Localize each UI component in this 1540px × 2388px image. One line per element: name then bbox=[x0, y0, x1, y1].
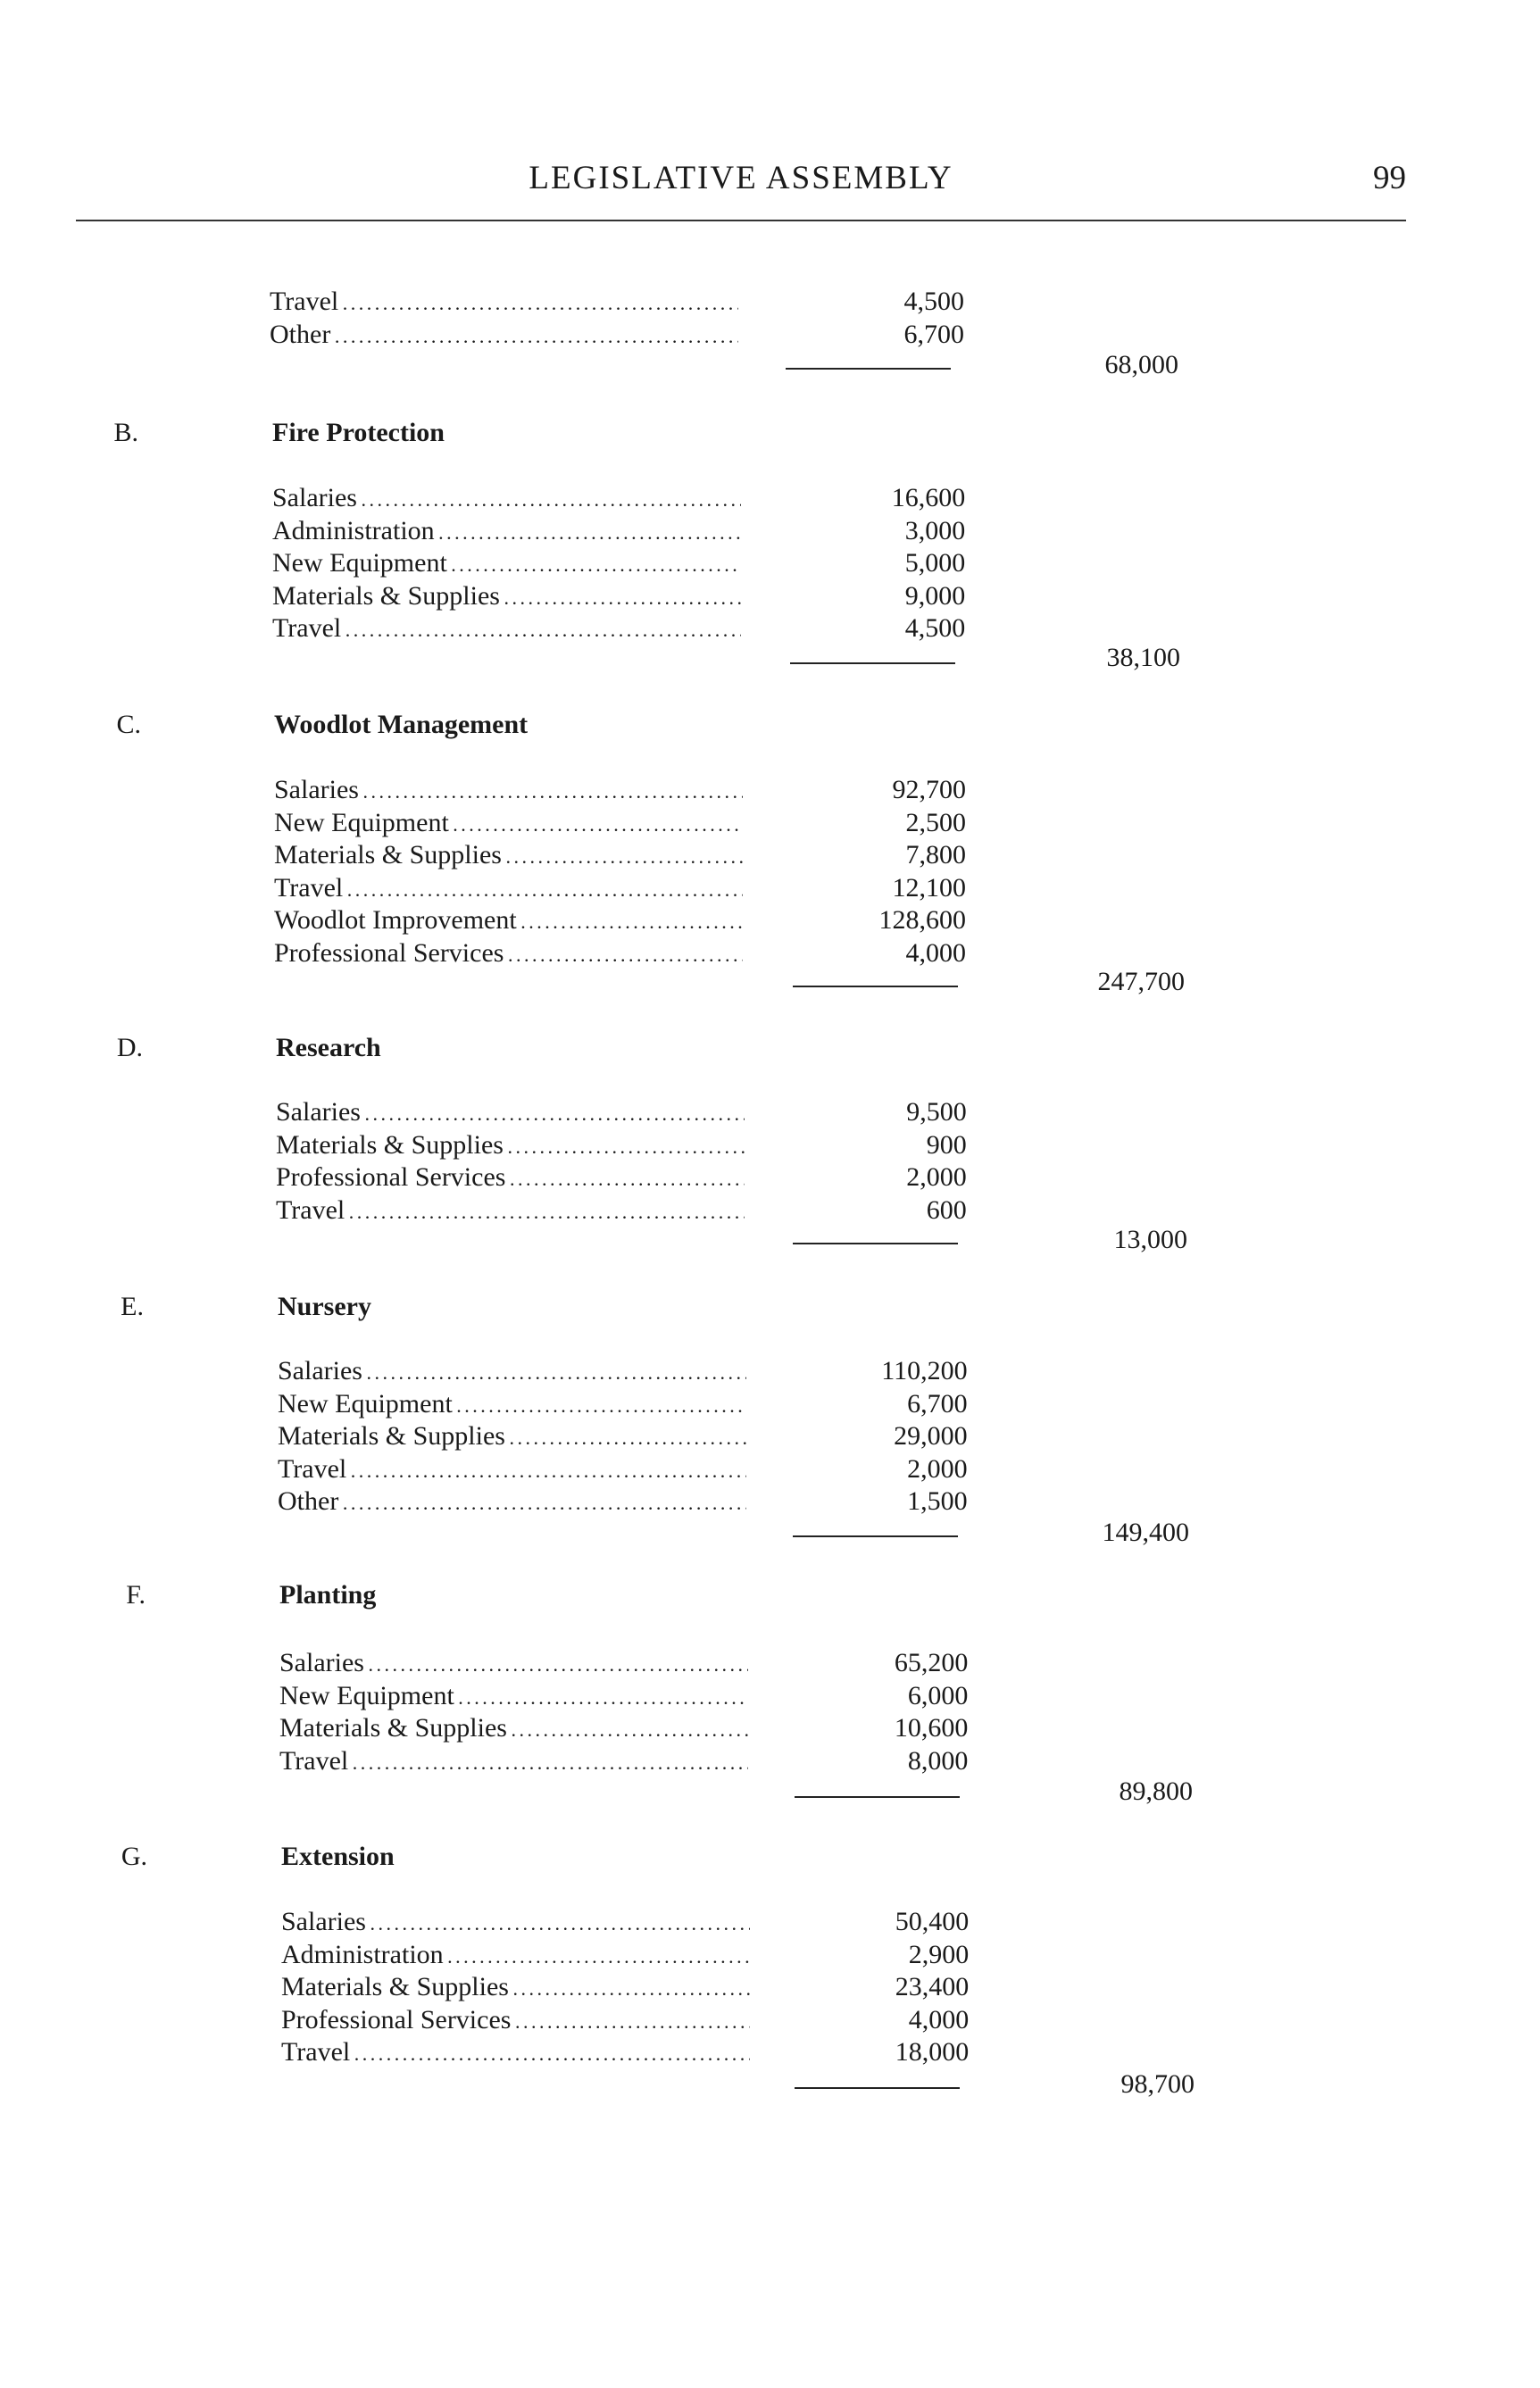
subtotal-rule bbox=[786, 368, 951, 370]
section-title: Nursery bbox=[278, 1292, 371, 1321]
line-item bbox=[274, 774, 966, 806]
line-item bbox=[272, 547, 966, 579]
section-total: 98,700 bbox=[1120, 2069, 1195, 2099]
section-letter: B. bbox=[113, 418, 138, 447]
item-amount: 5,000 bbox=[904, 548, 966, 578]
line-item bbox=[279, 1712, 969, 1744]
line-item bbox=[281, 1906, 970, 1938]
section-total: 149,400 bbox=[1102, 1518, 1189, 1547]
item-amount: 6,700 bbox=[903, 319, 964, 349]
section-heading bbox=[76, 418, 612, 453]
line-item bbox=[276, 1096, 967, 1128]
running-title: LEGISLATIVE ASSEMBLY bbox=[529, 160, 953, 196]
line-item bbox=[274, 839, 966, 871]
line-item bbox=[272, 482, 966, 514]
item-label: Woodlot Improvement . . . bbox=[274, 904, 743, 938]
line-item bbox=[274, 937, 966, 969]
item-label: Salaries . . . bbox=[274, 774, 743, 808]
line-item bbox=[276, 1129, 967, 1161]
item-label: New Equipment . . . bbox=[272, 547, 741, 581]
line-item bbox=[274, 904, 966, 936]
item-amount: 128,600 bbox=[878, 905, 966, 935]
line-item bbox=[278, 1388, 968, 1420]
item-amount: 29,000 bbox=[894, 1421, 968, 1451]
item-label: Other . . . bbox=[278, 1485, 746, 1519]
item-label: Travel . . . bbox=[276, 1194, 745, 1228]
item-amount: 6,700 bbox=[907, 1388, 968, 1419]
section-total: 38,100 bbox=[1106, 643, 1180, 672]
item-amount: 7,800 bbox=[905, 840, 966, 869]
line-item bbox=[274, 807, 966, 839]
line-item bbox=[270, 286, 964, 318]
item-label: Salaries . . . bbox=[281, 1906, 750, 1940]
header-rule bbox=[76, 220, 1406, 221]
subtotal-rule bbox=[793, 1243, 958, 1244]
item-amount: 16,600 bbox=[891, 483, 966, 512]
item-amount: 600 bbox=[926, 1194, 967, 1225]
section-title: Fire Protection bbox=[272, 418, 445, 447]
item-label: Travel . . . bbox=[270, 286, 738, 320]
item-amount: 10,600 bbox=[894, 1713, 969, 1743]
line-item bbox=[278, 1355, 968, 1387]
line-item bbox=[272, 580, 966, 612]
section-heading bbox=[79, 710, 614, 745]
section-title: Extension bbox=[281, 1842, 395, 1871]
line-item bbox=[278, 1453, 968, 1485]
section-total: 247,700 bbox=[1097, 967, 1185, 996]
section-letter: E. bbox=[121, 1292, 144, 1321]
item-label: New Equipment . . . bbox=[279, 1680, 748, 1714]
item-amount: 4,000 bbox=[908, 2004, 970, 2034]
section-letter: G. bbox=[121, 1842, 147, 1871]
item-amount: 65,200 bbox=[894, 1648, 969, 1677]
line-item bbox=[281, 1939, 970, 1971]
line-item bbox=[278, 1485, 968, 1518]
item-label: Administration . . . bbox=[281, 1939, 750, 1973]
subtotal-rule bbox=[790, 662, 955, 664]
subtotal-rule bbox=[795, 2087, 960, 2089]
line-item bbox=[279, 1647, 969, 1679]
line-item bbox=[279, 1745, 969, 1777]
line-item bbox=[270, 319, 964, 351]
item-amount: 50,400 bbox=[895, 1907, 970, 1936]
section-title: Research bbox=[276, 1033, 381, 1062]
line-item bbox=[272, 612, 966, 645]
item-label: Salaries . . . bbox=[272, 482, 741, 516]
section-heading bbox=[81, 1292, 617, 1327]
section-heading bbox=[80, 1033, 616, 1069]
item-label: Materials & Supplies . . . bbox=[274, 839, 743, 873]
line-item bbox=[278, 1420, 968, 1452]
item-label: Other . . . bbox=[270, 319, 738, 353]
item-label: Travel . . . bbox=[281, 2036, 750, 2070]
line-item bbox=[274, 872, 966, 904]
item-amount: 2,000 bbox=[906, 1162, 967, 1192]
section-letter: C. bbox=[116, 710, 141, 739]
section-total: 68,000 bbox=[1104, 350, 1178, 379]
item-amount: 900 bbox=[926, 1129, 967, 1160]
page-number: 99 bbox=[1373, 160, 1406, 196]
line-item bbox=[281, 1971, 970, 2003]
item-amount: 4,000 bbox=[905, 937, 966, 968]
item-label: Materials & Supplies . . . bbox=[272, 580, 741, 614]
line-item bbox=[276, 1194, 967, 1227]
item-label: Professional Services . . . bbox=[276, 1161, 745, 1195]
section-heading bbox=[85, 1842, 620, 1877]
item-label: Administration . . . bbox=[272, 515, 741, 549]
item-label: Materials & Supplies . . . bbox=[279, 1712, 748, 1746]
item-label: Travel . . . bbox=[279, 1745, 748, 1779]
item-amount: 2,500 bbox=[905, 807, 966, 837]
section-heading bbox=[83, 1580, 619, 1616]
item-amount: 2,000 bbox=[907, 1453, 968, 1484]
item-label: Travel . . . bbox=[274, 872, 743, 906]
item-label: Materials & Supplies . . . bbox=[278, 1420, 746, 1454]
item-amount: 9,000 bbox=[904, 580, 966, 611]
item-amount: 9,500 bbox=[906, 1097, 967, 1127]
line-item bbox=[276, 1161, 967, 1194]
section-total: 89,800 bbox=[1119, 1776, 1193, 1806]
page-header bbox=[76, 159, 1406, 221]
item-amount: 12,100 bbox=[892, 872, 966, 903]
item-amount: 4,500 bbox=[903, 287, 964, 316]
item-label: Salaries . . . bbox=[276, 1096, 745, 1130]
item-label: Professional Services . . . bbox=[274, 937, 743, 971]
item-amount: 8,000 bbox=[907, 1745, 969, 1776]
item-amount: 23,400 bbox=[895, 1972, 970, 2001]
line-item bbox=[272, 515, 966, 547]
item-label: New Equipment . . . bbox=[274, 807, 743, 841]
section-letter: F. bbox=[126, 1580, 146, 1610]
section-title: Woodlot Management bbox=[274, 710, 529, 739]
item-amount: 6,000 bbox=[907, 1680, 969, 1710]
section-letter: D. bbox=[116, 1033, 143, 1062]
item-amount: 2,900 bbox=[908, 1939, 970, 1969]
item-label: Salaries . . . bbox=[279, 1647, 748, 1681]
item-amount: 110,200 bbox=[881, 1356, 968, 1385]
line-item bbox=[281, 2004, 970, 2036]
subtotal-rule bbox=[793, 986, 958, 987]
item-amount: 3,000 bbox=[904, 515, 966, 545]
section-title: Planting bbox=[279, 1580, 377, 1610]
item-label: Salaries . . . bbox=[278, 1355, 746, 1389]
subtotal-rule bbox=[795, 1796, 960, 1798]
section-total: 13,000 bbox=[1113, 1225, 1187, 1254]
line-item bbox=[281, 2036, 970, 2068]
item-label: Materials & Supplies . . . bbox=[281, 1971, 750, 2005]
item-amount: 1,500 bbox=[907, 1486, 968, 1516]
item-label: Materials & Supplies . . . bbox=[276, 1129, 745, 1163]
item-label: Professional Services . . . bbox=[281, 2004, 750, 2038]
item-label: Travel . . . bbox=[272, 612, 741, 646]
item-label: Travel . . . bbox=[278, 1453, 746, 1487]
line-item bbox=[279, 1680, 969, 1712]
subtotal-rule bbox=[793, 1535, 958, 1537]
item-amount: 92,700 bbox=[892, 775, 966, 804]
item-amount: 18,000 bbox=[895, 2037, 970, 2067]
item-label: New Equipment . . . bbox=[278, 1388, 746, 1422]
item-amount: 4,500 bbox=[904, 613, 966, 643]
